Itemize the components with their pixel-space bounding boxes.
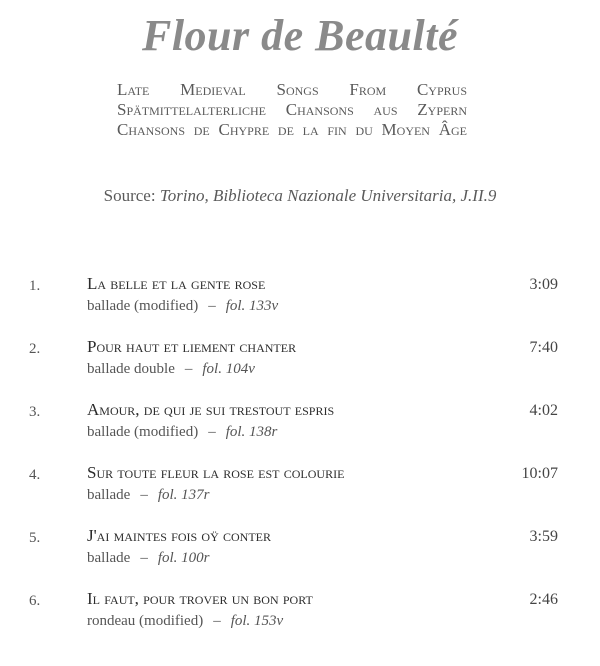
track-duration: 2:46 [529,591,558,608]
track-title: Pour haut et liement chanter [87,337,297,356]
track-row [0,274,600,337]
track-duration: 4:02 [529,402,558,419]
track-separator: – [140,487,148,503]
track-folio: fol. 153v [230,613,284,629]
track-description [87,424,277,441]
track-folio: fol. 138r [225,424,278,440]
track-description [87,613,283,630]
track-folio: fol. 100r [157,550,210,566]
track-row [0,526,600,589]
source-label: Source: [103,186,156,205]
track-number: 4. [29,467,41,483]
track-title: Amour, de qui je sui trestout espris [87,400,335,419]
track-duration: 10:07 [521,465,558,482]
source-text: Torino, Biblioteca Nazionale Universitaria, J.II.9 [159,186,497,205]
track-description [87,487,210,504]
track-row [0,400,600,463]
track-title: Il faut, pour trover un bon port [87,589,313,608]
track-description [87,550,210,567]
subtitle-german: Spätmittelalterliche Chansons aus Zypern [117,100,467,119]
track-number: 1. [29,278,41,294]
track-separator: – [208,424,216,440]
track-number: 3. [29,404,41,420]
track-title: Sur toute fleur la rose est colourie [87,463,345,482]
track-description [87,361,255,378]
track-form: rondeau (modified) [87,613,204,629]
track-form: ballade [87,550,131,566]
source-line [0,186,600,206]
track-folio: fol. 133v [225,298,279,314]
track-duration: 7:40 [529,339,558,356]
track-list [0,274,600,652]
track-row [0,463,600,526]
track-number: 2. [29,341,41,357]
subtitle-french: Chansons de Chypre de la fin du Moyen Âge [117,120,467,139]
track-duration: 3:09 [529,276,558,293]
track-row [0,337,600,400]
subtitle-english: Late Medieval Songs From Cyprus [117,80,467,99]
track-description [87,298,278,315]
track-form: ballade (modified) [87,298,199,314]
track-form: ballade double [87,361,175,377]
track-number: 6. [29,593,41,609]
track-separator: – [184,361,193,377]
track-folio: fol. 104v [202,361,255,377]
track-form: ballade (modified) [87,424,199,440]
track-folio: fol. 137r [157,487,210,503]
track-separator: – [208,298,216,314]
track-number: 5. [29,530,41,546]
track-duration: 3:59 [529,528,558,545]
track-separator: – [213,613,221,629]
track-separator: – [140,550,148,566]
track-title: J'ai maintes fois oÿ conter [87,526,272,545]
subtitle-block [117,80,467,140]
track-form: ballade [87,487,131,503]
track-title: La belle et la gente rose [87,274,266,293]
track-row [0,589,600,652]
page-title: Flour de Beaulté [141,11,459,60]
